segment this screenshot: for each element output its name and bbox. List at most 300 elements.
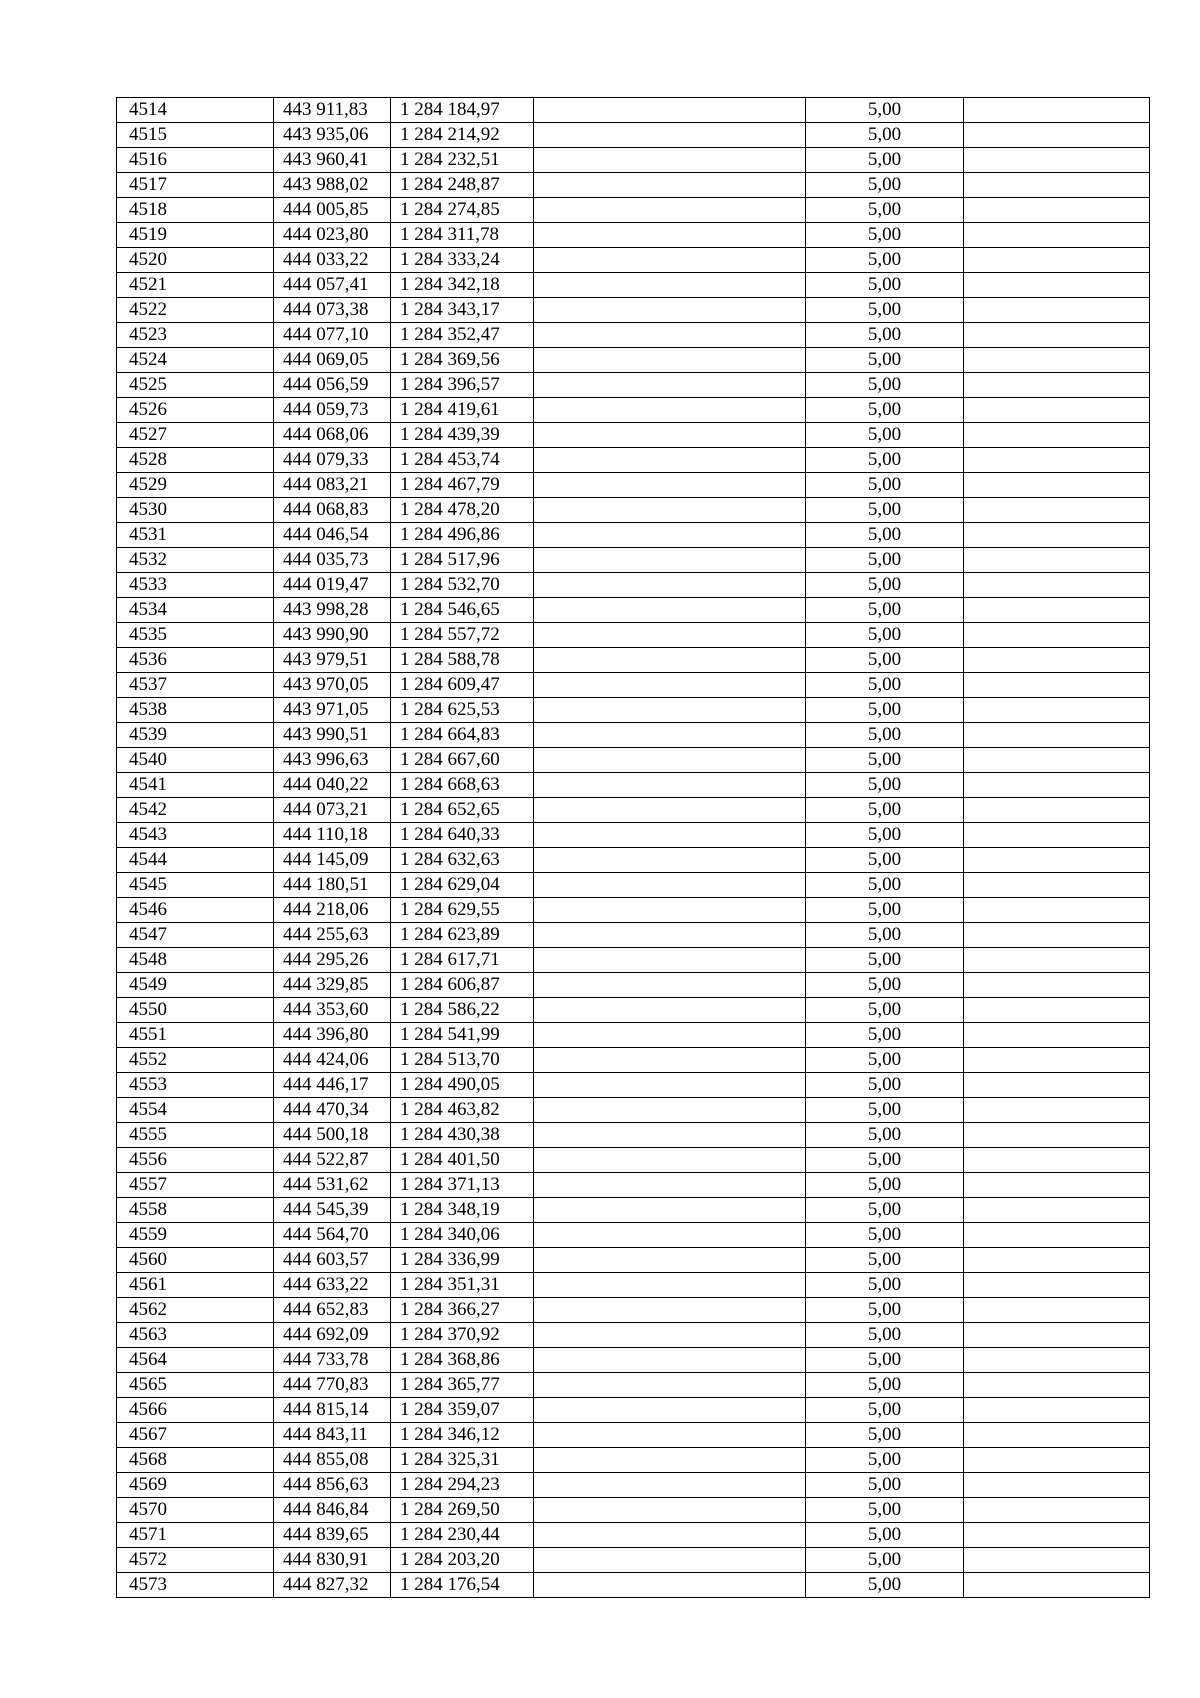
empty-cell: [964, 348, 1150, 373]
empty-cell: [964, 198, 1150, 223]
table-row: [117, 698, 1150, 723]
point-number-cell: 4522: [117, 298, 274, 323]
x-coordinate-cell: 444 035,73: [274, 548, 391, 573]
empty-cell: [534, 373, 806, 398]
y-coordinate-cell: 1 284 496,86: [391, 523, 534, 548]
empty-cell: [964, 798, 1150, 823]
empty-cell: [964, 398, 1150, 423]
x-coordinate-cell: 444 843,11: [274, 1423, 391, 1448]
point-number-cell: 4566: [117, 1398, 274, 1423]
point-number-cell: 4530: [117, 498, 274, 523]
value-cell: 5,00: [806, 1048, 964, 1073]
x-coordinate-cell: 444 057,41: [274, 273, 391, 298]
table-row: [117, 273, 1150, 298]
y-coordinate-cell: 1 284 629,04: [391, 873, 534, 898]
empty-cell: [964, 1573, 1150, 1598]
y-coordinate-cell: 1 284 606,87: [391, 973, 534, 998]
table-row: [117, 1498, 1150, 1523]
value-cell: 5,00: [806, 623, 964, 648]
empty-cell: [964, 1473, 1150, 1498]
point-number-cell: 4572: [117, 1548, 274, 1573]
point-number-cell: 4545: [117, 873, 274, 898]
table-row: [117, 998, 1150, 1023]
value-cell: 5,00: [806, 598, 964, 623]
value-cell: 5,00: [806, 1198, 964, 1223]
empty-cell: [964, 1373, 1150, 1398]
point-number-cell: 4554: [117, 1098, 274, 1123]
table-row: [117, 573, 1150, 598]
x-coordinate-cell: 444 145,09: [274, 848, 391, 873]
empty-cell: [964, 448, 1150, 473]
empty-cell: [964, 898, 1150, 923]
table-row: [117, 873, 1150, 898]
point-number-cell: 4567: [117, 1423, 274, 1448]
value-cell: 5,00: [806, 873, 964, 898]
empty-cell: [534, 698, 806, 723]
value-cell: 5,00: [806, 1473, 964, 1498]
y-coordinate-cell: 1 284 617,71: [391, 948, 534, 973]
empty-cell: [534, 1023, 806, 1048]
empty-cell: [964, 1223, 1150, 1248]
y-coordinate-cell: 1 284 294,23: [391, 1473, 534, 1498]
y-coordinate-cell: 1 284 176,54: [391, 1573, 534, 1598]
point-number-cell: 4570: [117, 1498, 274, 1523]
x-coordinate-cell: 444 068,83: [274, 498, 391, 523]
empty-cell: [964, 1398, 1150, 1423]
value-cell: 5,00: [806, 398, 964, 423]
point-number-cell: 4517: [117, 173, 274, 198]
y-coordinate-cell: 1 284 203,20: [391, 1548, 534, 1573]
empty-cell: [534, 1323, 806, 1348]
value-cell: 5,00: [806, 1173, 964, 1198]
x-coordinate-cell: 444 470,34: [274, 1098, 391, 1123]
point-number-cell: 4564: [117, 1348, 274, 1373]
value-cell: 5,00: [806, 1073, 964, 1098]
empty-cell: [964, 1423, 1150, 1448]
point-number-cell: 4571: [117, 1523, 274, 1548]
table-row: [117, 948, 1150, 973]
empty-cell: [964, 998, 1150, 1023]
empty-cell: [534, 1273, 806, 1298]
value-cell: 5,00: [806, 748, 964, 773]
table-row: [117, 548, 1150, 573]
y-coordinate-cell: 1 284 586,22: [391, 998, 534, 1023]
x-coordinate-cell: 444 855,08: [274, 1448, 391, 1473]
y-coordinate-cell: 1 284 401,50: [391, 1148, 534, 1173]
empty-cell: [534, 573, 806, 598]
empty-cell: [964, 698, 1150, 723]
point-number-cell: 4553: [117, 1073, 274, 1098]
y-coordinate-cell: 1 284 348,19: [391, 1198, 534, 1223]
y-coordinate-cell: 1 284 430,38: [391, 1123, 534, 1148]
point-number-cell: 4520: [117, 248, 274, 273]
value-cell: 5,00: [806, 798, 964, 823]
table-row: [117, 823, 1150, 848]
value-cell: 5,00: [806, 1523, 964, 1548]
x-coordinate-cell: 443 911,83: [274, 98, 391, 123]
y-coordinate-cell: 1 284 467,79: [391, 473, 534, 498]
point-number-cell: 4532: [117, 548, 274, 573]
value-cell: 5,00: [806, 1123, 964, 1148]
empty-cell: [964, 323, 1150, 348]
value-cell: 5,00: [806, 998, 964, 1023]
y-coordinate-cell: 1 284 184,97: [391, 98, 534, 123]
point-number-cell: 4529: [117, 473, 274, 498]
empty-cell: [534, 523, 806, 548]
x-coordinate-cell: 444 531,62: [274, 1173, 391, 1198]
value-cell: 5,00: [806, 548, 964, 573]
empty-cell: [964, 1298, 1150, 1323]
x-coordinate-cell: 443 960,41: [274, 148, 391, 173]
y-coordinate-cell: 1 284 557,72: [391, 623, 534, 648]
empty-cell: [534, 998, 806, 1023]
value-cell: 5,00: [806, 1373, 964, 1398]
x-coordinate-cell: 444 019,47: [274, 573, 391, 598]
y-coordinate-cell: 1 284 342,18: [391, 273, 534, 298]
point-number-cell: 4543: [117, 823, 274, 848]
y-coordinate-cell: 1 284 517,96: [391, 548, 534, 573]
table-row: [117, 1148, 1150, 1173]
value-cell: 5,00: [806, 298, 964, 323]
empty-cell: [534, 1298, 806, 1323]
y-coordinate-cell: 1 284 359,07: [391, 1398, 534, 1423]
x-coordinate-cell: 444 083,21: [274, 473, 391, 498]
table-row: [117, 298, 1150, 323]
table-row: [117, 1273, 1150, 1298]
x-coordinate-cell: 443 970,05: [274, 673, 391, 698]
empty-cell: [964, 1498, 1150, 1523]
x-coordinate-cell: 444 500,18: [274, 1123, 391, 1148]
value-cell: 5,00: [806, 1273, 964, 1298]
x-coordinate-cell: 444 846,84: [274, 1498, 391, 1523]
empty-cell: [534, 1523, 806, 1548]
empty-cell: [534, 1498, 806, 1523]
table-row: [117, 798, 1150, 823]
point-number-cell: 4541: [117, 773, 274, 798]
empty-cell: [534, 1398, 806, 1423]
empty-cell: [534, 323, 806, 348]
empty-cell: [964, 98, 1150, 123]
x-coordinate-cell: 444 446,17: [274, 1073, 391, 1098]
empty-cell: [964, 548, 1150, 573]
value-cell: 5,00: [806, 898, 964, 923]
table-row: [117, 448, 1150, 473]
y-coordinate-cell: 1 284 439,39: [391, 423, 534, 448]
x-coordinate-cell: 444 652,83: [274, 1298, 391, 1323]
y-coordinate-cell: 1 284 546,65: [391, 598, 534, 623]
empty-cell: [534, 173, 806, 198]
empty-cell: [534, 223, 806, 248]
empty-cell: [964, 1023, 1150, 1048]
point-number-cell: 4569: [117, 1473, 274, 1498]
empty-cell: [964, 1323, 1150, 1348]
table-row: [117, 348, 1150, 373]
y-coordinate-cell: 1 284 532,70: [391, 573, 534, 598]
x-coordinate-cell: 444 564,70: [274, 1223, 391, 1248]
x-coordinate-cell: 444 073,38: [274, 298, 391, 323]
x-coordinate-cell: 444 059,73: [274, 398, 391, 423]
empty-cell: [964, 1348, 1150, 1373]
x-coordinate-cell: 444 839,65: [274, 1523, 391, 1548]
table-row: [117, 123, 1150, 148]
table-row: [117, 1298, 1150, 1323]
value-cell: 5,00: [806, 323, 964, 348]
value-cell: 5,00: [806, 348, 964, 373]
empty-cell: [534, 773, 806, 798]
table-row: [117, 973, 1150, 998]
value-cell: 5,00: [806, 148, 964, 173]
empty-cell: [964, 523, 1150, 548]
empty-cell: [964, 823, 1150, 848]
y-coordinate-cell: 1 284 343,17: [391, 298, 534, 323]
empty-cell: [534, 823, 806, 848]
x-coordinate-cell: 444 633,22: [274, 1273, 391, 1298]
table-row: [117, 373, 1150, 398]
empty-cell: [534, 423, 806, 448]
empty-cell: [534, 948, 806, 973]
point-number-cell: 4536: [117, 648, 274, 673]
empty-cell: [534, 1573, 806, 1598]
value-cell: 5,00: [806, 223, 964, 248]
table-row: [117, 423, 1150, 448]
empty-cell: [964, 123, 1150, 148]
empty-cell: [964, 948, 1150, 973]
y-coordinate-cell: 1 284 652,65: [391, 798, 534, 823]
empty-cell: [964, 773, 1150, 798]
y-coordinate-cell: 1 284 248,87: [391, 173, 534, 198]
table-row: [117, 523, 1150, 548]
empty-cell: [534, 623, 806, 648]
value-cell: 5,00: [806, 1423, 964, 1448]
value-cell: 5,00: [806, 973, 964, 998]
empty-cell: [964, 248, 1150, 273]
value-cell: 5,00: [806, 373, 964, 398]
x-coordinate-cell: 443 988,02: [274, 173, 391, 198]
table-row: [117, 473, 1150, 498]
empty-cell: [964, 673, 1150, 698]
table-row: [117, 398, 1150, 423]
point-number-cell: 4563: [117, 1323, 274, 1348]
y-coordinate-cell: 1 284 541,99: [391, 1023, 534, 1048]
empty-cell: [534, 1548, 806, 1573]
value-cell: 5,00: [806, 1573, 964, 1598]
empty-cell: [534, 1198, 806, 1223]
empty-cell: [964, 423, 1150, 448]
y-coordinate-cell: 1 284 419,61: [391, 398, 534, 423]
empty-cell: [534, 723, 806, 748]
point-number-cell: 4540: [117, 748, 274, 773]
empty-cell: [964, 1198, 1150, 1223]
table-row: [117, 598, 1150, 623]
empty-cell: [534, 548, 806, 573]
table-row: [117, 1548, 1150, 1573]
value-cell: 5,00: [806, 1498, 964, 1523]
empty-cell: [534, 798, 806, 823]
value-cell: 5,00: [806, 123, 964, 148]
value-cell: 5,00: [806, 1548, 964, 1573]
value-cell: 5,00: [806, 723, 964, 748]
table-row: [117, 748, 1150, 773]
empty-cell: [534, 1098, 806, 1123]
x-coordinate-cell: 444 079,33: [274, 448, 391, 473]
empty-cell: [534, 1123, 806, 1148]
empty-cell: [534, 1223, 806, 1248]
empty-cell: [964, 923, 1150, 948]
empty-cell: [534, 98, 806, 123]
empty-cell: [534, 198, 806, 223]
x-coordinate-cell: 444 218,06: [274, 898, 391, 923]
x-coordinate-cell: 444 827,32: [274, 1573, 391, 1598]
value-cell: 5,00: [806, 498, 964, 523]
empty-cell: [964, 273, 1150, 298]
x-coordinate-cell: 444 033,22: [274, 248, 391, 273]
table-row: [117, 1048, 1150, 1073]
y-coordinate-cell: 1 284 668,63: [391, 773, 534, 798]
value-cell: 5,00: [806, 698, 964, 723]
table-body: [117, 98, 1150, 1598]
x-coordinate-cell: 444 856,63: [274, 1473, 391, 1498]
empty-cell: [534, 1248, 806, 1273]
point-number-cell: 4539: [117, 723, 274, 748]
point-number-cell: 4527: [117, 423, 274, 448]
empty-cell: [534, 273, 806, 298]
x-coordinate-cell: 444 353,60: [274, 998, 391, 1023]
y-coordinate-cell: 1 284 625,53: [391, 698, 534, 723]
value-cell: 5,00: [806, 523, 964, 548]
point-number-cell: 4559: [117, 1223, 274, 1248]
table-row: [117, 623, 1150, 648]
table-row: [117, 1098, 1150, 1123]
y-coordinate-cell: 1 284 311,78: [391, 223, 534, 248]
point-number-cell: 4548: [117, 948, 274, 973]
value-cell: 5,00: [806, 673, 964, 698]
value-cell: 5,00: [806, 273, 964, 298]
point-number-cell: 4562: [117, 1298, 274, 1323]
empty-cell: [534, 898, 806, 923]
table-row: [117, 1423, 1150, 1448]
empty-cell: [964, 1073, 1150, 1098]
y-coordinate-cell: 1 284 640,33: [391, 823, 534, 848]
empty-cell: [964, 873, 1150, 898]
value-cell: 5,00: [806, 948, 964, 973]
point-number-cell: 4551: [117, 1023, 274, 1048]
point-number-cell: 4549: [117, 973, 274, 998]
value-cell: 5,00: [806, 1248, 964, 1273]
empty-cell: [534, 498, 806, 523]
y-coordinate-cell: 1 284 453,74: [391, 448, 534, 473]
point-number-cell: 4546: [117, 898, 274, 923]
empty-cell: [534, 873, 806, 898]
empty-cell: [964, 598, 1150, 623]
table-row: [117, 98, 1150, 123]
point-number-cell: 4525: [117, 373, 274, 398]
x-coordinate-cell: 444 110,18: [274, 823, 391, 848]
empty-cell: [964, 973, 1150, 998]
table-row: [117, 1373, 1150, 1398]
table-row: [117, 1173, 1150, 1198]
point-number-cell: 4560: [117, 1248, 274, 1273]
empty-cell: [534, 348, 806, 373]
point-number-cell: 4533: [117, 573, 274, 598]
empty-cell: [964, 748, 1150, 773]
table-row: [117, 1323, 1150, 1348]
y-coordinate-cell: 1 284 232,51: [391, 148, 534, 173]
y-coordinate-cell: 1 284 269,50: [391, 1498, 534, 1523]
x-coordinate-cell: 444 056,59: [274, 373, 391, 398]
x-coordinate-cell: 444 770,83: [274, 1373, 391, 1398]
empty-cell: [534, 648, 806, 673]
x-coordinate-cell: 443 971,05: [274, 698, 391, 723]
empty-cell: [534, 448, 806, 473]
empty-cell: [534, 123, 806, 148]
value-cell: 5,00: [806, 173, 964, 198]
x-coordinate-cell: 444 068,06: [274, 423, 391, 448]
table-row: [117, 148, 1150, 173]
point-number-cell: 4557: [117, 1173, 274, 1198]
y-coordinate-cell: 1 284 629,55: [391, 898, 534, 923]
empty-cell: [534, 473, 806, 498]
x-coordinate-cell: 443 990,51: [274, 723, 391, 748]
table-row: [117, 898, 1150, 923]
value-cell: 5,00: [806, 1148, 964, 1173]
table-row: [117, 1198, 1150, 1223]
x-coordinate-cell: 444 603,57: [274, 1248, 391, 1273]
x-coordinate-cell: 444 830,91: [274, 1548, 391, 1573]
value-cell: 5,00: [806, 423, 964, 448]
y-coordinate-cell: 1 284 463,82: [391, 1098, 534, 1123]
value-cell: 5,00: [806, 773, 964, 798]
empty-cell: [534, 848, 806, 873]
empty-cell: [964, 623, 1150, 648]
table-row: [117, 1398, 1150, 1423]
y-coordinate-cell: 1 284 351,31: [391, 1273, 534, 1298]
table-row: [117, 923, 1150, 948]
empty-cell: [964, 1148, 1150, 1173]
y-coordinate-cell: 1 284 365,77: [391, 1373, 534, 1398]
value-cell: 5,00: [806, 923, 964, 948]
x-coordinate-cell: 444 069,05: [274, 348, 391, 373]
empty-cell: [964, 723, 1150, 748]
point-number-cell: 4538: [117, 698, 274, 723]
empty-cell: [964, 1123, 1150, 1148]
y-coordinate-cell: 1 284 230,44: [391, 1523, 534, 1548]
value-cell: 5,00: [806, 473, 964, 498]
point-number-cell: 4516: [117, 148, 274, 173]
table-row: [117, 1023, 1150, 1048]
point-number-cell: 4542: [117, 798, 274, 823]
empty-cell: [964, 848, 1150, 873]
empty-cell: [964, 373, 1150, 398]
empty-cell: [534, 598, 806, 623]
empty-cell: [964, 223, 1150, 248]
x-coordinate-cell: 444 522,87: [274, 1148, 391, 1173]
table-row: [117, 498, 1150, 523]
point-number-cell: 4524: [117, 348, 274, 373]
y-coordinate-cell: 1 284 609,47: [391, 673, 534, 698]
point-number-cell: 4531: [117, 523, 274, 548]
table-row: [117, 773, 1150, 798]
x-coordinate-cell: 444 295,26: [274, 948, 391, 973]
y-coordinate-cell: 1 284 333,24: [391, 248, 534, 273]
y-coordinate-cell: 1 284 632,63: [391, 848, 534, 873]
point-number-cell: 4568: [117, 1448, 274, 1473]
empty-cell: [534, 148, 806, 173]
x-coordinate-cell: 444 255,63: [274, 923, 391, 948]
empty-cell: [964, 473, 1150, 498]
table-row: [117, 723, 1150, 748]
y-coordinate-cell: 1 284 369,56: [391, 348, 534, 373]
empty-cell: [534, 1448, 806, 1473]
